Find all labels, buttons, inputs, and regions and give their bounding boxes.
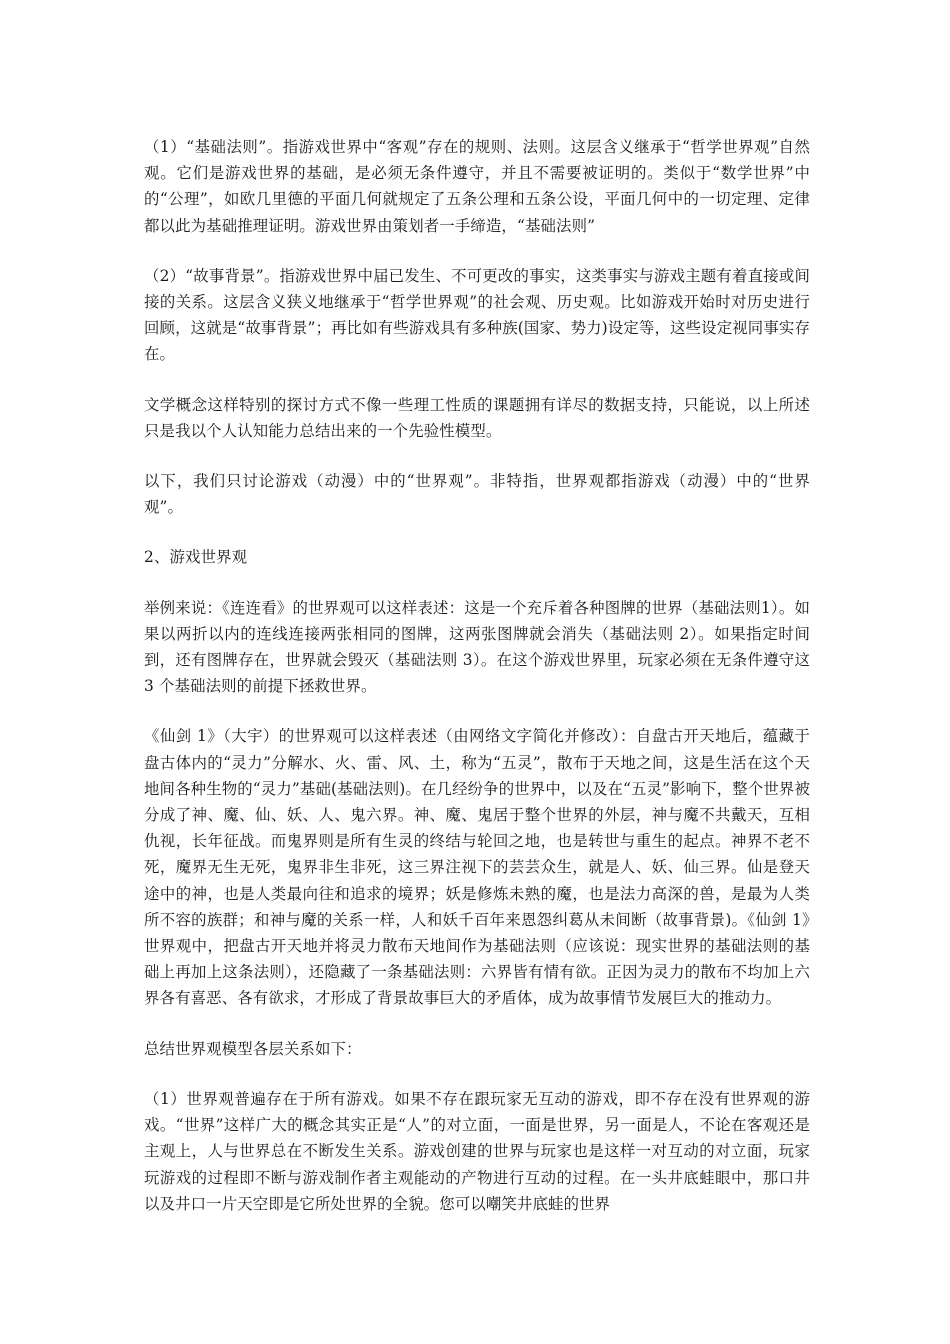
paragraph-xianjian-example: 《仙剑 1》（大宇）的世界观可以这样表述（由网络文字简化并修改）：自盘古开天地后，蕴藏于盘古体内的“灵力”分解水、火、雷、风、土，称为“五灵”，散布于天地之间，这是生活在这个天地间各种生物的“灵力”基础(基础法则)。在几经纷争的世界中，以及在“五灵”影响下，整个世界被分成了神、魔、仙、妖、人、鬼六界。神、魔、鬼居于整个世界的外层，神与魔不共戴天，互相仇视，长年征战。而鬼界则是所有生灵的终结与轮回之地，也是转世与重生的起点。神界不老不死，魔界无生无死，鬼界非生非死，这三界注视下的芸芸众生，就是人、妖、仙三界。仙是登天途中的神，也是人类最向往和追求的境界；妖是修炼未熟的魔，也是法力高深的兽，是最为人类所不容的族群；和神与魔的关系一样，人和妖千百年来恩怨纠葛从未间断（故事背景)。《仙剑 1》世界观中，把盘古开天地并将灵力散布天地间作为基础法则（应该说：现实世界的基础法则的基础上再加上这条法则），还隐藏了一条基础法则：六界皆有情有欲。正因为灵力的散布不均加上六界各有喜恶、各有欲求，才形成了背景故事巨大的矛盾体，成为故事情节发展巨大的推动力。 (144, 727, 811, 1008)
paragraph-story-background: （2）“故事背景”。指游戏世界中届已发生、不可更改的事实，这类事实与游戏主题有着直接或间接的关系。这层含义狭义地继承于“哲学世界观”的社会观、历史观。比如游戏开始时对历史进行回顾，这就是“故事背景”；再比如有些游戏具有多种族(国家、势力)设定等，这些设定视同事实存在。 (144, 266, 810, 364)
document-body (144, 134, 810, 1241)
paragraph-summary-intro: 总结世界观模型各层关系如下： (144, 1039, 362, 1058)
section-heading-game-worldview: 2、游戏世界观 (144, 548, 248, 567)
paragraph-worldview-universal: （1）世界观普遍存在于所有游戏。如果不存在跟玩家无互动的游戏，即不存在没有世界观的游戏。“世界”这样广大的概念其实正是“人”的对立面，一面是世界，另一面是人，不论在客观还是主观上，人与世界总在不断发生关系。游戏创建的世界与玩家也是这样一对互动的对立面，玩家玩游戏的过程即不断与游戏制作者主观能动的产物进行互动的过程。在一头井底蛙眼中，那口井以及井口一片天空即是它所处世界的全貌。您可以嘲笑井底蛙的世界 (144, 1089, 810, 1213)
paragraph-scope-note: 以下，我们只讨论游戏（动漫）中的“世界观”。非特指，世界观都指游戏（动漫）中的“世界观”。 (144, 472, 810, 517)
paragraph-literary-concept: 文学概念这样特别的探讨方式不像一些理工性质的课题拥有详尽的数据支持，只能说，以上所述只是我以个人认知能力总结出来的一个先验性模型。 (144, 395, 810, 440)
paragraph-lianliankan-example: 举例来说：《连连看》的世界观可以这样表述：这是一个充斥着各种图牌的世界（基础法则1）。如果以两折以内的连线连接两张相同的图牌，这两张图牌就会消失（基础法则 2）。如果指定时间到，还有图牌存在，世界就会毁灭（基础法则 3）。在这个游戏世界里，玩家必须在无条件遵守这 3 个基础法则的前提下拯救世界。 (144, 598, 810, 696)
paragraph-basic-rules: （1）“基础法则”。指游戏世界中“客观”存在的规则、法则。这层含义继承于“哲学世界观”自然观。它们是游戏世界的基础，是必须无条件遵守，并且不需要被证明的。类似于“数学世界”中的“公理”，如欧几里德的平面几何就规定了五条公理和五条公设，平面几何中的一切定理、定律都以此为基础推理证明。游戏世界由策划者一手缔造，“基础法则” (144, 138, 810, 235)
